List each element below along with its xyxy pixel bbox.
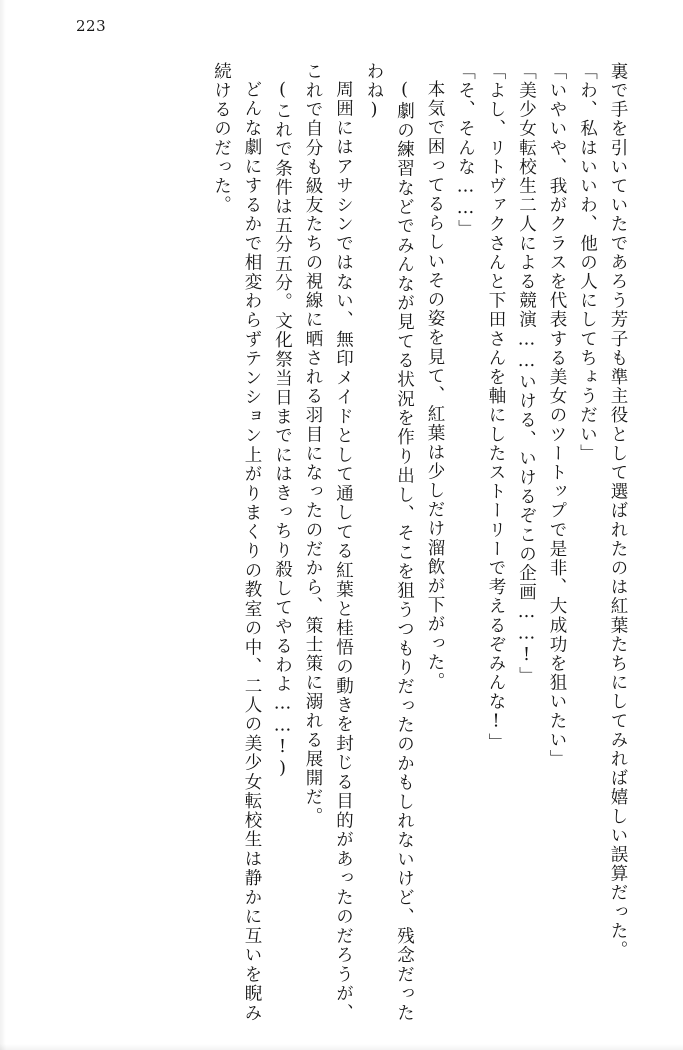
- paragraph: 周囲にはアサシンではない、無印メイドとして通してる紅葉と桂悟の動きを封じる目的があったのだろうが、これで自分も級友たちの視線に晒される羽目になったのだから、策士策に溺れる展開だ。: [303, 62, 354, 1022]
- paragraph: 「よし、リトヴァクさんと下田さんを軸にしたストーリーで考えるぞみんな!」: [486, 62, 506, 753]
- paragraph: 本気で困ってるらしいその姿を見て、紅葉は少しだけ溜飲が下がった。: [425, 79, 445, 691]
- paragraph: 「わ、私はいいわ、他の人にしてちょうだい」: [577, 62, 598, 464]
- paragraph: (これで条件は五分五分。文化祭当日までにはきっちり殺してやるわよ……!): [272, 79, 293, 780]
- page-number: 223: [76, 17, 107, 35]
- paragraph: 「いやいや、我がクラスを代表する美女のツートップで是非、大成功を狙いたい」: [547, 62, 567, 769]
- paragraph: 「そ、そんな……」: [455, 62, 476, 239]
- paragraph: どんな劇にするかで相変わらずテンション上がりまくりの教室の中、二人の美少女転校生は静かに互いを睨み続けるのだった。: [211, 62, 262, 1022]
- page-edge-shading-bottom: [0, 1044, 683, 1050]
- paragraph: 「美少女転校生二人による競演……いける、いけるぞこの企画……!」: [516, 62, 537, 686]
- body-text-block: [53, 62, 633, 1022]
- page-edge-shading-left: [0, 0, 6, 1050]
- paragraph: 裏で手を引いていたであろう芳子も準主役として選ばれたのは紅葉たちにしてみれば嬉しい誤算だった。: [608, 62, 628, 960]
- paragraph: (劇の練習などでみんなが見てる状況を作り出し、そこを狙うつもりだったのかもしれないけど、残念だったわね): [364, 62, 415, 1022]
